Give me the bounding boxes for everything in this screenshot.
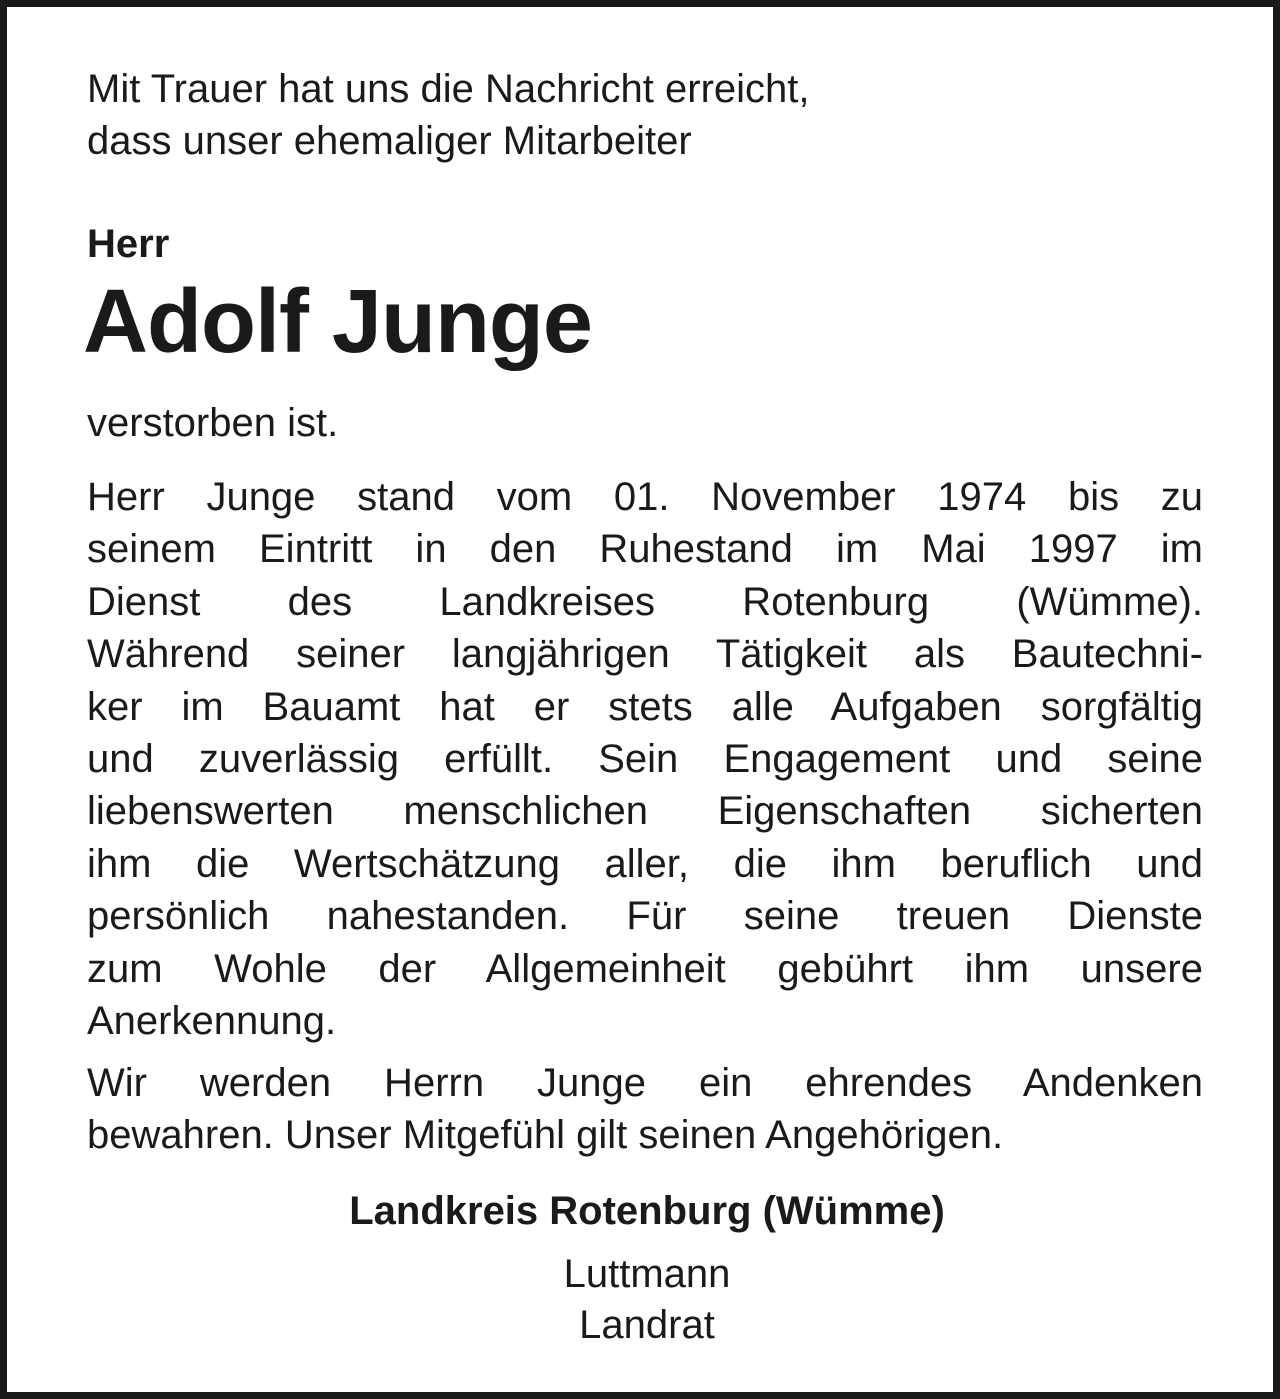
paragraph-line: persönlich nahestanden. Für seine treuen Dienste [87,894,1203,939]
intro-text [87,63,1203,167]
deceased-line: verstorben ist. [87,401,339,445]
organization-name: Landkreis Rotenburg (Wümme) [349,1189,945,1233]
paragraph-line: Anerkennung. [87,999,337,1044]
paragraph-line: zum Wohle der Allgemeinheit gebührt ihm unsere [87,946,1203,991]
paragraph-line: und zuverlässig erfüllt. Sein Engagement und seine [87,737,1203,782]
condolence-paragraph [87,1057,1203,1162]
deceased-name: Adolf Junge [83,272,592,372]
salutation: Herr [87,222,170,266]
paragraph-line: Wir werden Herrn Junge ein ehrendes Andenken [87,1061,1203,1105]
paragraph-line: bewahren. Unser Mitgefühl gilt seinen Angehörigen. [87,1113,1004,1158]
intro-line: dass unser ehemaliger Mitarbeiter [87,119,692,163]
paragraph-line: Herr Junge stand vom 01. November 1974 bis zu [87,475,1203,519]
paragraph-line: liebenswerten menschlichen Eigenschaften sicherten [87,789,1203,834]
paragraph-line: ihm die Wertschätzung aller, die ihm beruflich und [87,841,1203,886]
paragraph-line: Dienst des Landkreises Rotenburg (Wümme). [87,579,1203,624]
paragraph-line: Während seiner langjährigen Tätigkeit als Bautechni- [87,632,1203,677]
paragraph-line: ker im Bauamt hat er stets alle Aufgaben sorgfältig [87,684,1203,729]
signer-name: Luttmann [563,1252,731,1296]
tribute-paragraph [87,471,1203,1047]
intro-line: Mit Trauer hat uns die Nachricht erreicht, [87,67,810,111]
signer-title: Landrat [579,1303,715,1347]
paragraph-line: seinem Eintritt in den Ruhestand im Mai 1997 im [87,527,1203,572]
